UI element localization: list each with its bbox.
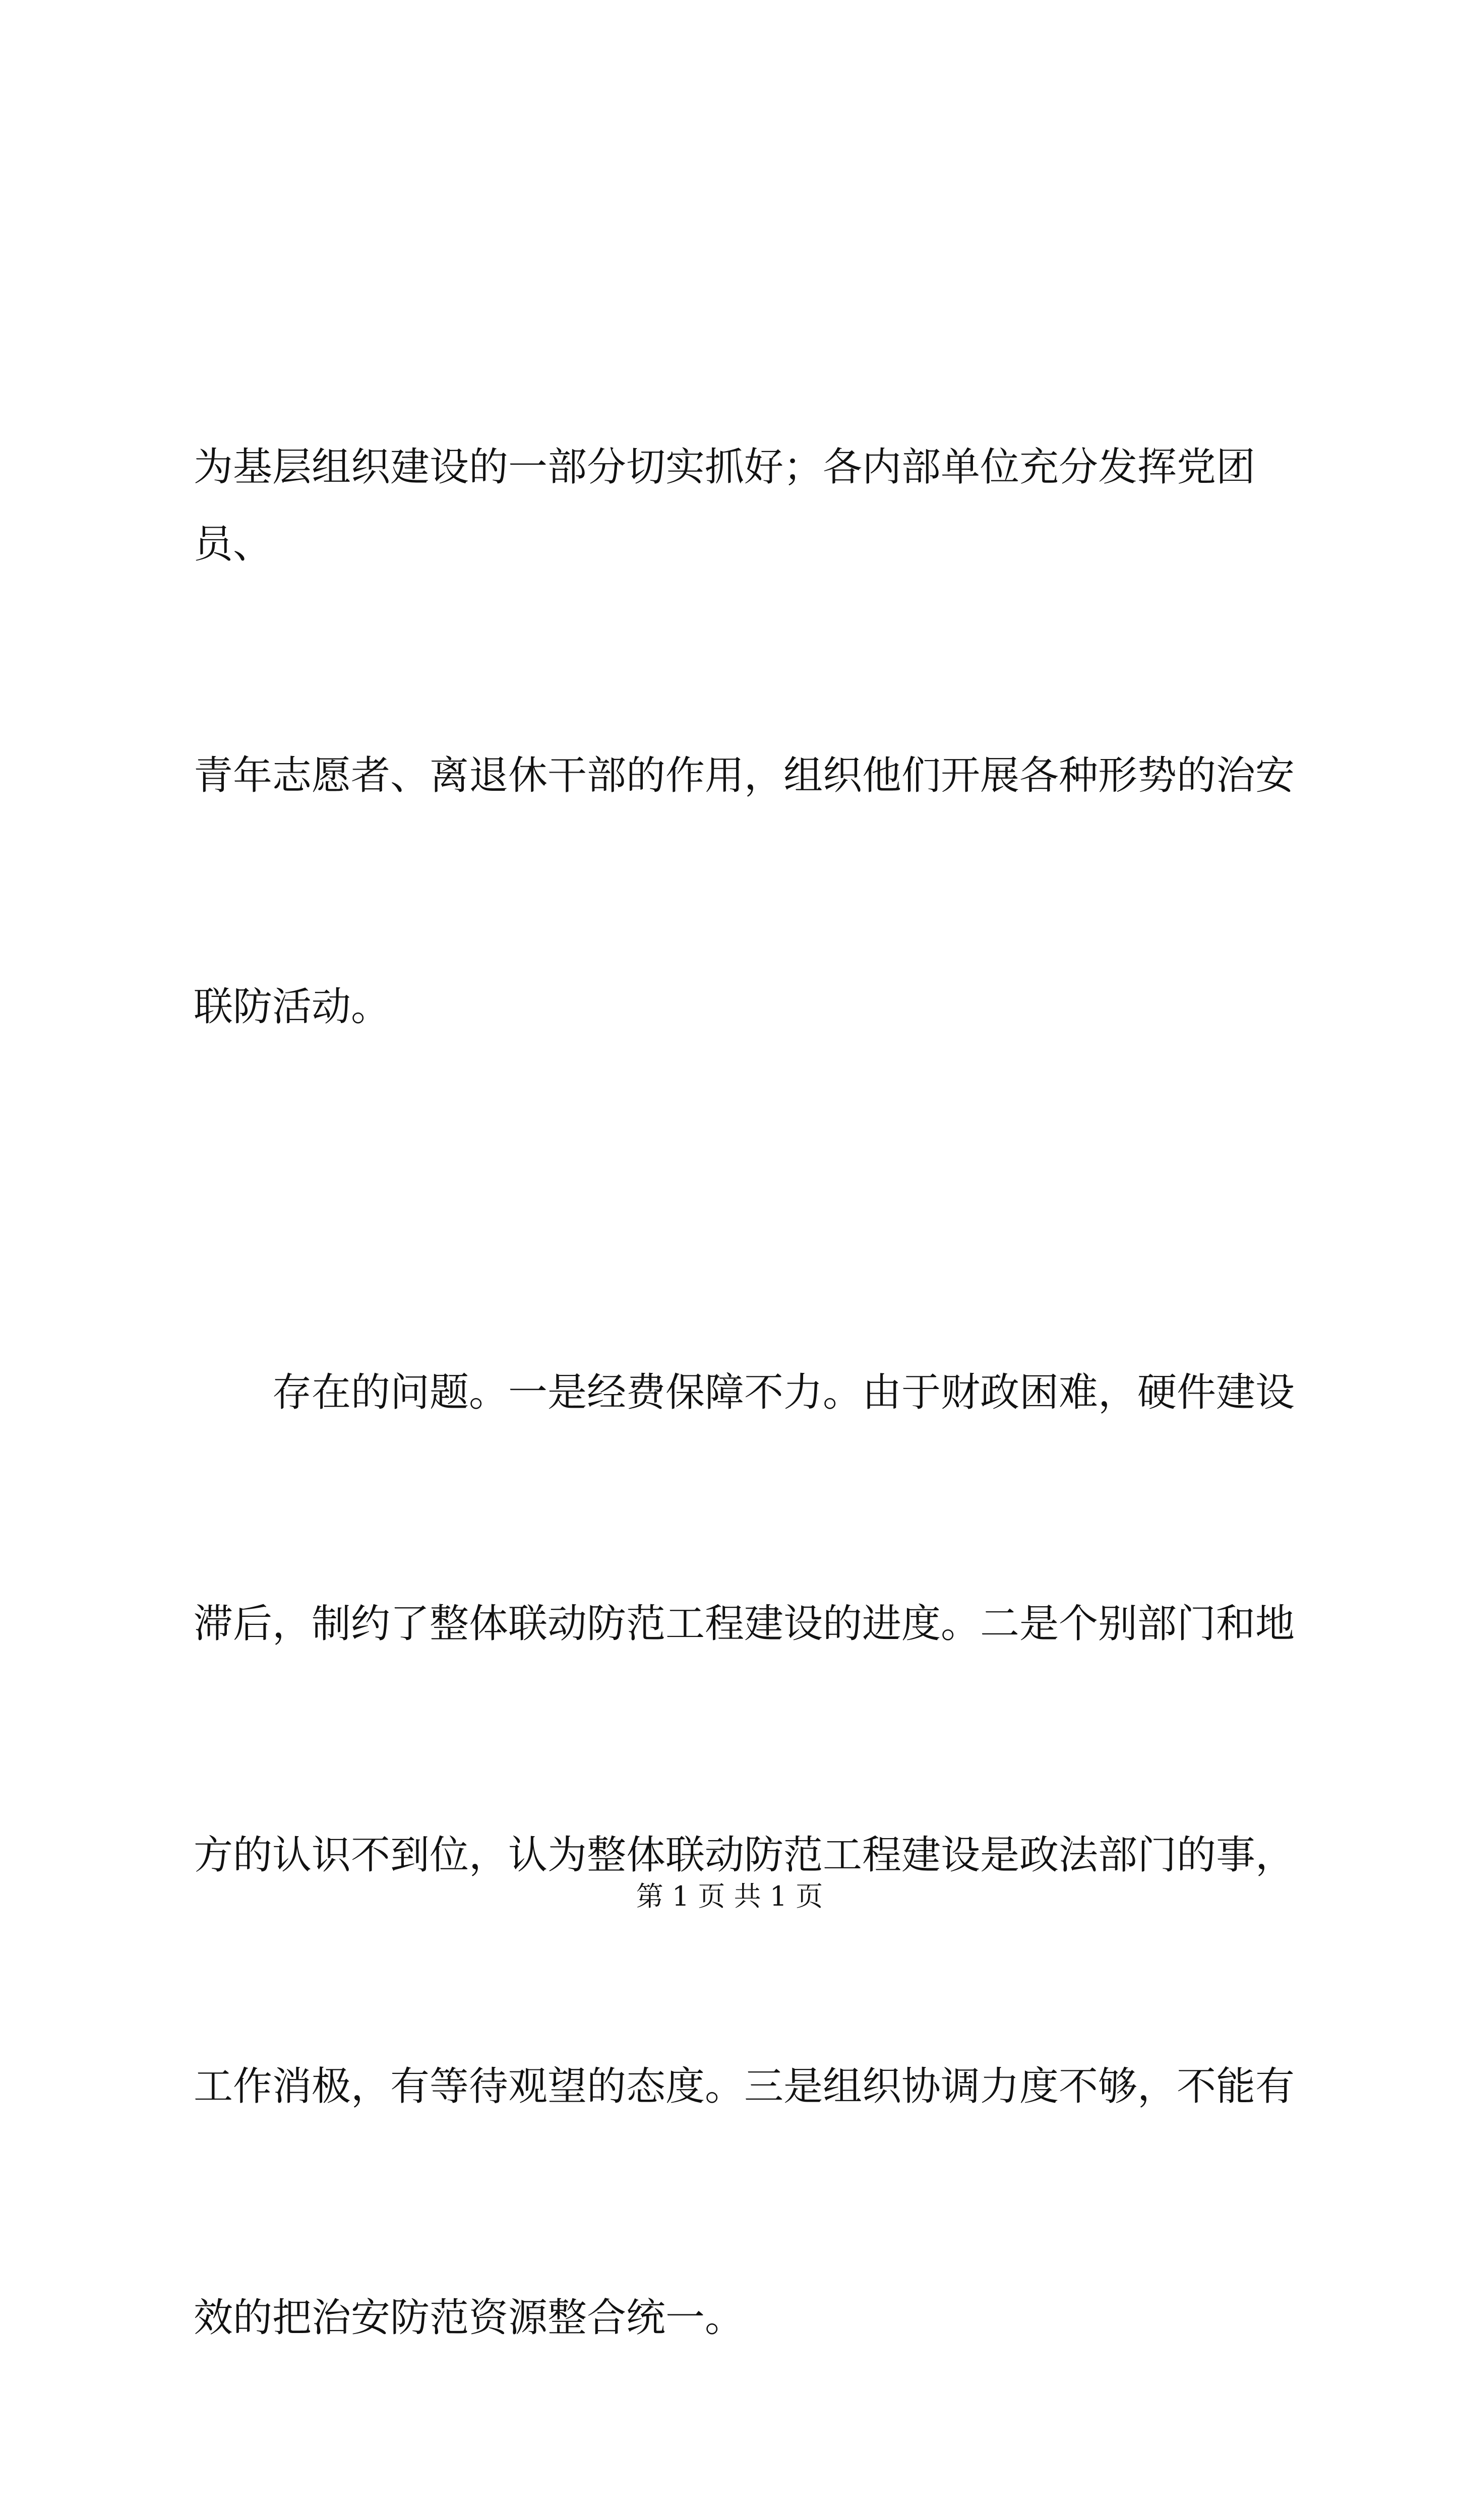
paragraph-continuation bbox=[194, 275, 1303, 1200]
text-line: 滞后，制约了整体联动防范工程建设的进度。二是个别部门和地 bbox=[194, 1601, 1295, 1647]
document-body bbox=[194, 275, 1303, 2520]
text-line: 工作消极，有等待观望的态度。三是组织协调力度不够，不能有 bbox=[194, 2064, 1295, 2109]
page-footer: 第 1 页 共 1 页 bbox=[636, 1880, 823, 1912]
text-line: 联防活动。 bbox=[194, 984, 391, 1030]
section-heading bbox=[194, 2511, 1303, 2520]
text-line: 为基层组织建设的一部分切实抓好；各内部单位充分发挥党团员、 bbox=[194, 445, 1256, 567]
paragraph-problems bbox=[194, 1200, 1303, 2511]
text-line: 青年志愿者、离退休干部的作用，组织他们开展各种形势的治安 bbox=[194, 753, 1295, 798]
text-line: 效的把治安防范资源整合统一。 bbox=[194, 2295, 745, 2341]
text-line: 存在的问题。一是经费保障不力。由于财政困难，硬件建设 bbox=[272, 1370, 1295, 1415]
text-line: 方的认识不到位，认为整体联动防范工程建设是政法部门的事， bbox=[194, 1833, 1295, 1878]
